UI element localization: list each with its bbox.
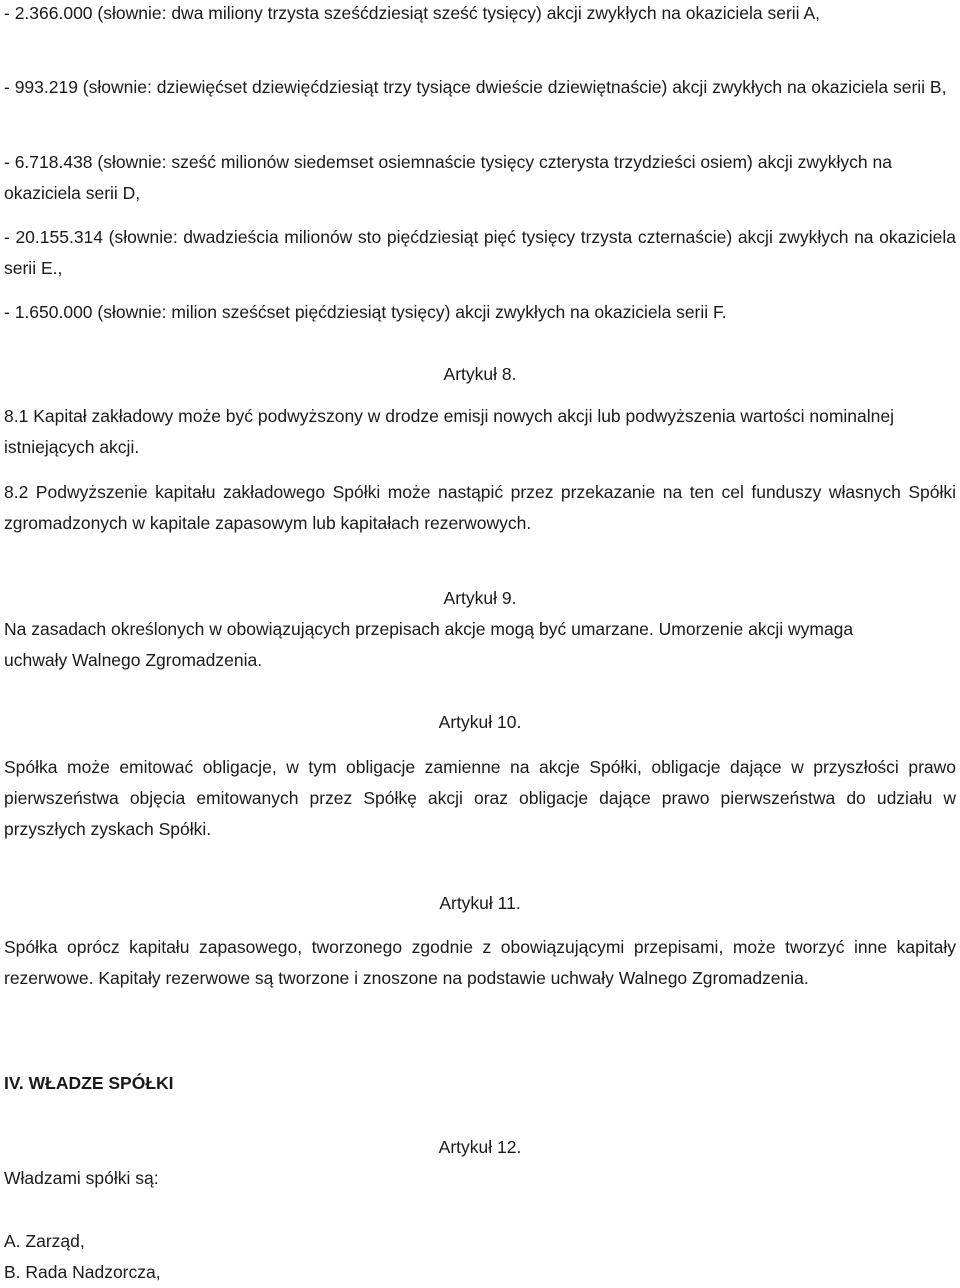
article-10-paragraph: Spółka może emitować obligacje, w tym obligacje zamienne na akcje Spółki, obligacje dające w przyszłości prawo pierwszeństwa objęcia emitowanych przez Spółkę akcji oraz obligacje dające prawo pierwszeństwa do udziału w przyszłych zyskach Spółki. [4,757,956,839]
article-8-paragraph-2: 8.2 Podwyższenie kapitału zakładowego Spółki może nastąpić przez przekazanie na ten cel funduszy własnych Spółki zgromadzonych w kapitale zapasowym lub kapitałach rezerwowych. [4,482,956,533]
article-10-heading: Artykuł 10. [438,712,522,732]
article-11-paragraph: Spółka oprócz kapitału zapasowego, tworzonego zgodnie z obowiązującymi przepisami, może tworzyć inne kapitały rezerwowe. Kapitały rezerwowe są tworzone i znoszone na podstawie uchwały Walnego Zgromadzenia. [4,937,956,988]
share-series-b: - 993.219 (słownie: dziewięćset dziewięćdziesiąt trzy tysiące dwieście dziewiętnaście) akcji zwykłych na okaziciela serii B, [4,77,947,97]
article-9-paragraph: Na zasadach określonych w obowiązujących przepisach akcje mogą być umarzane. Umorzenie akcji wymaga uchwały Walnego Zgromadzenia. [4,619,854,670]
article-12-heading: Artykuł 12. [438,1137,522,1157]
article-8-paragraph-1: 8.1 Kapitał zakładowy może być podwyższony w drodze emisji nowych akcji lub podwyższenia wartości nominalnej istniejących akcji. [4,406,894,457]
section-4-heading: IV. WŁADZE SPÓŁKI [4,1073,174,1093]
share-series-e: - 20.155.314 (słownie: dwadzieścia milionów sto pięćdziesiąt pięć tysięcy trzysta czternaście) akcji zwykłych na okaziciela serii E., [4,227,956,278]
authority-item-b: B. Rada Nadzorcza, [4,1262,161,1282]
article-9-heading: Artykuł 9. [443,588,517,608]
share-series-d: - 6.718.438 (słownie: sześć milionów siedemset osiemnaście tysięcy czterysta trzydzieści osiem) akcji zwykłych na okaziciela serii D, [4,152,892,203]
article-8-heading: Artykuł 8. [443,364,517,384]
authority-item-a: A. Zarząd, [4,1231,85,1251]
share-series-a: - 2.366.000 (słownie: dwa miliony trzysta sześćdziesiąt sześć tysięcy) akcji zwykłych na okaziciela serii A, [4,3,820,23]
article-11-heading: Artykuł 11. [439,893,521,913]
share-series-f: - 1.650.000 (słownie: milion sześćset pięćdziesiąt tysięcy) akcji zwykłych na okaziciela serii F. [4,302,727,322]
article-12-intro: Władzami spółki są: [4,1168,159,1188]
